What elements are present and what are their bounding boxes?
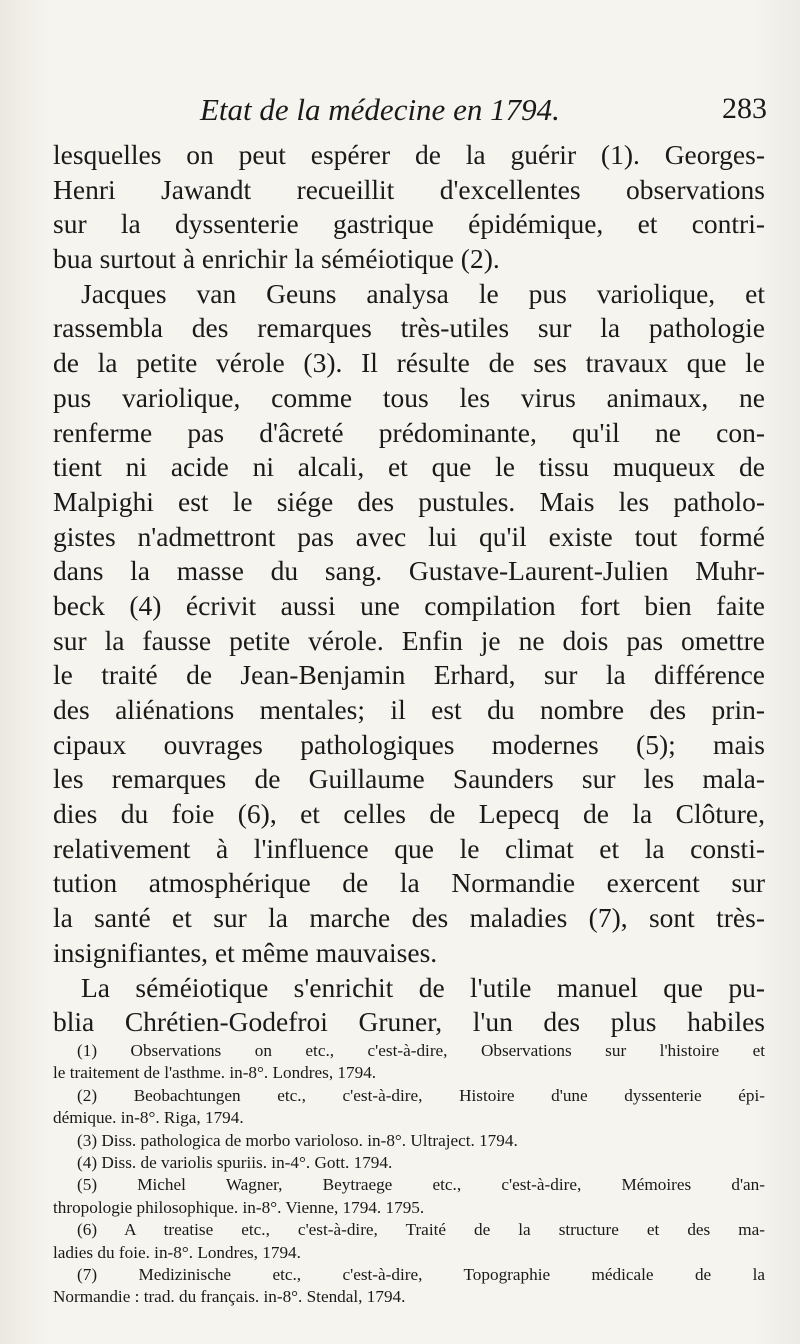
- body-line: relativement à l'influence que le climat et la consti-: [53, 832, 765, 864]
- footnote-line: le traitement de l'asthme. in-8°. Londres, 1794.: [53, 1063, 377, 1083]
- body-line: insignifiantes, et même mauvaises.: [53, 936, 438, 968]
- body-line: rassembla des remarques très-utiles sur la pathologie: [53, 312, 765, 344]
- footnote-line: (2) Beobachtungen etc., c'est-à-dire, Histoire d'une dyssenterie épi-: [77, 1085, 765, 1105]
- body-line: gistes n'admettront pas avec lui qu'il existe tout formé: [53, 520, 765, 552]
- body-line: beck (4) écrivit aussi une compilation fort bien faite: [53, 589, 765, 621]
- body-line: La séméiotique s'enrichit de l'utile manuel que pu-: [81, 971, 765, 1003]
- page-number: 283: [722, 92, 767, 125]
- footnote-line: (1) Observations on etc., c'est-à-dire, Observations sur l'histoire et: [77, 1041, 765, 1060]
- body-line: Jacques van Geuns analysa le pus variolique, et: [81, 277, 765, 309]
- body-line: tient ni acide ni alcali, et que le tissu muqueux de: [53, 451, 765, 483]
- body-line: blia Chrétien-Godefroi Gruner, l'un des plus habiles: [53, 1006, 765, 1038]
- body-line: dans la masse du sang. Gustave-Laurent-Julien Muhr-: [53, 555, 765, 587]
- footnote-line: démique. in-8°. Riga, 1794.: [53, 1108, 244, 1128]
- body-line: renferme pas d'âcreté prédominante, qu'il ne con-: [53, 416, 765, 448]
- footnote-line: (5) Michel Wagner, Beytraege etc., c'est-à-dire, Mémoires d'an-: [77, 1175, 765, 1195]
- body-line: la santé et sur la marche des maladies (7), sont très-: [53, 902, 765, 934]
- footnote-line: thropologie philosophique. in-8°. Vienne, 1794. 1795.: [53, 1197, 425, 1217]
- body-line: sur la fausse petite vérole. Enfin je ne dois pas omettre: [53, 624, 765, 656]
- body-line: Henri Jawandt recueillit d'excellentes observations: [53, 173, 765, 205]
- running-title: Etat de la médecine en 1794.: [200, 92, 560, 127]
- body-line: le traité de Jean-Benjamin Erhard, sur la différence: [53, 659, 765, 691]
- body-line: sur la dyssenterie gastrique épidémique, et contri-: [53, 208, 765, 240]
- footnotes: [53, 1040, 765, 1309]
- body-line: lesquelles on peut espérer de la guérir (1). Georges-: [53, 139, 765, 170]
- body-line: Malpighi est le siége des pustules. Mais les patholo-: [53, 485, 765, 517]
- body-text: [53, 138, 765, 1040]
- body-line: des aliénations mentales; il est du nombre des prin-: [53, 694, 765, 725]
- footnote-line: ladies du foie. in-8°. Londres, 1794.: [53, 1242, 301, 1262]
- body-line: pus variolique, comme tous les virus animaux, ne: [53, 381, 765, 413]
- footnote-line: (4) Diss. de variolis spuriis. in-4°. Gott. 1794.: [77, 1153, 393, 1173]
- footnote-line: Normandie : trad. du français. in-8°. Stendal, 1794.: [53, 1287, 406, 1307]
- body-line: cipaux ouvrages pathologiques modernes (5); mais: [53, 728, 765, 760]
- footnote-line: (3) Diss. pathologica de morbo varioloso. in-8°. Ultraject. 1794.: [77, 1130, 518, 1150]
- body-line: tution atmosphérique de la Normandie exercent sur: [53, 867, 765, 899]
- body-line: les remarques de Guillaume Saunders sur les mala-: [53, 763, 765, 795]
- body-line: dies du foie (6), et celles de Lepecq de la Clôture,: [53, 798, 765, 830]
- running-head: [55, 92, 767, 136]
- body-line: de la petite vérole (3). Il résulte de ses travaux que le: [53, 347, 765, 379]
- footnote-line: (7) Medizinische etc., c'est-à-dire, Topographie médicale de la: [77, 1265, 765, 1285]
- body-line: bua surtout à enrichir la séméiotique (2).: [53, 243, 500, 275]
- footnote-line: (6) A treatise etc., c'est-à-dire, Traité de la structure et des ma-: [77, 1220, 765, 1240]
